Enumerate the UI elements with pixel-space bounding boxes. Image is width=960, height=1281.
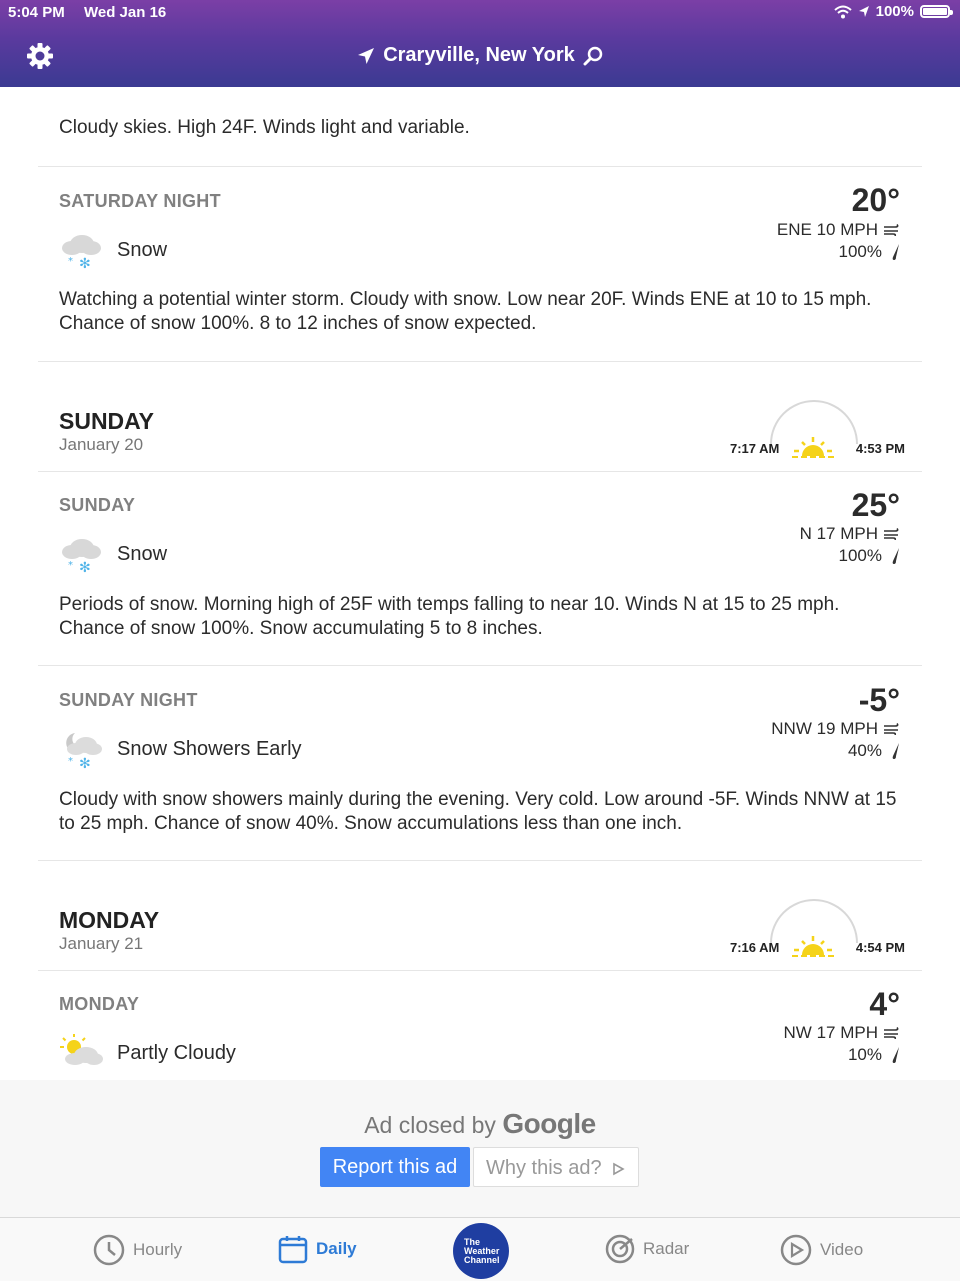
forecast-description: Watching a potential winter storm. Cloudy with snow. Low near 20F. Winds ENE at 10 to 15 mph. Chance of snow 100%. 8 to 12 inches of snow expected. — [59, 289, 872, 334]
divider — [38, 665, 922, 666]
location-arrow-icon — [858, 5, 870, 18]
forecast-description: Periods of snow. Morning high of 25F with temps falling to near 10. Winds N at 15 to 25 mph. Chance of snow 100%. Snow accumulating 5 to 8 inches. — [59, 594, 840, 639]
wind-info — [784, 1023, 900, 1043]
precip-value: 40% — [847, 741, 882, 760]
raindrop-icon — [890, 1046, 900, 1064]
status-indicators — [834, 3, 950, 20]
tab-radar[interactable] — [605, 1234, 689, 1264]
status-bar — [0, 0, 960, 26]
forecast-description: Cloudy skies. High 24F. Winds light and variable. — [59, 117, 470, 138]
temperature: 25° — [851, 487, 900, 523]
svg-text:*: * — [68, 256, 73, 267]
forecast-description: Cloudy with snow showers mainly during the evening. Very cold. Low around -5F. Winds NNW at 15 to 25 mph. Chance of snow 40%. Snow accumulations less than one inch. — [59, 789, 897, 834]
wind-info — [800, 524, 900, 544]
battery-icon — [920, 5, 950, 18]
adchoices-icon — [611, 1162, 625, 1176]
divider — [38, 970, 922, 971]
divider — [38, 166, 922, 167]
precip-value: 100% — [838, 546, 882, 565]
precip-info — [848, 1045, 900, 1065]
day-date: January 21 — [59, 934, 144, 953]
day-date: January 20 — [59, 435, 144, 454]
precip-value: 10% — [847, 1045, 882, 1064]
clock-icon — [93, 1234, 125, 1266]
snow-icon — [60, 230, 104, 270]
sunset-time: 4:54 PM — [855, 940, 905, 955]
tab-hourly[interactable] — [93, 1234, 182, 1266]
period-title: SUNDAY — [59, 495, 136, 515]
twc-logo[interactable] — [453, 1223, 509, 1279]
daily-forecast-list[interactable] — [0, 87, 960, 1080]
precip-info — [839, 546, 900, 566]
calendar-icon — [278, 1234, 308, 1264]
app-header — [0, 0, 960, 87]
day-name: MONDAY — [59, 907, 160, 933]
tab-label: Hourly — [133, 1240, 183, 1259]
temperature: 4° — [869, 986, 900, 1022]
sun-icon — [792, 434, 834, 458]
tab-video[interactable] — [780, 1234, 863, 1266]
wind-value: NNW 19 MPH — [771, 719, 878, 738]
wind-icon — [884, 224, 900, 236]
report-ad-button[interactable]: Report this ad — [320, 1147, 470, 1187]
location-arrow-icon — [357, 47, 375, 65]
why-this-ad-button[interactable] — [473, 1147, 639, 1187]
period-title: SATURDAY NIGHT — [59, 191, 221, 211]
google-logo: Google — [502, 1108, 596, 1139]
wind-info — [777, 220, 900, 240]
svg-text:*: * — [68, 756, 73, 767]
temperature: -5° — [858, 682, 900, 718]
sun-times — [730, 400, 905, 460]
battery-percent: 100% — [875, 3, 914, 20]
sunrise-time: 7:16 AM — [730, 940, 780, 955]
divider — [38, 471, 922, 472]
svg-text:✻: ✻ — [79, 756, 91, 769]
location-name: Craryville, New York — [383, 44, 575, 66]
divider — [38, 361, 922, 362]
wind-icon — [884, 528, 900, 540]
wifi-icon — [834, 5, 852, 19]
sun-icon — [792, 933, 834, 957]
tab-daily[interactable] — [278, 1234, 357, 1264]
tab-label: Radar — [643, 1239, 690, 1258]
divider — [38, 860, 922, 861]
why-this-ad-label: Why this ad? — [486, 1157, 602, 1179]
svg-text:*: * — [68, 560, 73, 571]
day-name: SUNDAY — [59, 408, 155, 434]
sunrise-time: 7:17 AM — [730, 441, 780, 456]
ad-closed-banner — [0, 1080, 960, 1217]
tab-label: Daily — [316, 1239, 357, 1258]
bottom-tab-bar — [0, 1217, 960, 1281]
period-title: SUNDAY NIGHT — [59, 690, 198, 710]
sunset-time: 4:53 PM — [855, 441, 905, 456]
ad-closed-label: Ad closed by — [364, 1112, 496, 1138]
precip-value: 100% — [838, 242, 882, 261]
condition-label: Snow Showers Early — [117, 738, 302, 760]
svg-text:✻: ✻ — [79, 560, 91, 574]
precip-info — [848, 741, 900, 761]
condition-label: Snow — [117, 543, 168, 565]
temperature: 20° — [851, 182, 900, 218]
status-date: Wed Jan 16 — [84, 4, 167, 21]
location-selector[interactable] — [0, 44, 960, 67]
precip-info — [839, 242, 900, 262]
status-time: 5:04 PM — [8, 4, 65, 21]
wind-value: ENE 10 MPH — [776, 220, 878, 239]
svg-text:✻: ✻ — [79, 256, 91, 270]
tab-label: Video — [820, 1240, 864, 1259]
raindrop-icon — [890, 742, 900, 760]
wind-value: N 17 MPH — [799, 524, 878, 543]
ad-closed-text — [0, 1108, 960, 1140]
night-snow-icon — [60, 729, 104, 769]
twc-logo-text: The Weather Channel — [464, 1237, 500, 1265]
condition-label: Snow — [117, 239, 168, 261]
raindrop-icon — [890, 243, 900, 261]
partly-cloudy-icon — [60, 1033, 104, 1073]
wind-icon — [884, 723, 900, 735]
wind-icon — [884, 1027, 900, 1039]
condition-label: Partly Cloudy — [117, 1042, 236, 1064]
search-icon[interactable] — [583, 46, 603, 66]
sun-times — [730, 899, 905, 959]
play-icon — [780, 1234, 812, 1266]
wind-value: NW 17 MPH — [783, 1023, 878, 1042]
snow-icon — [60, 534, 104, 574]
raindrop-icon — [890, 547, 900, 565]
wind-info — [771, 719, 900, 739]
radar-icon — [605, 1234, 635, 1264]
period-title: MONDAY — [59, 994, 140, 1014]
